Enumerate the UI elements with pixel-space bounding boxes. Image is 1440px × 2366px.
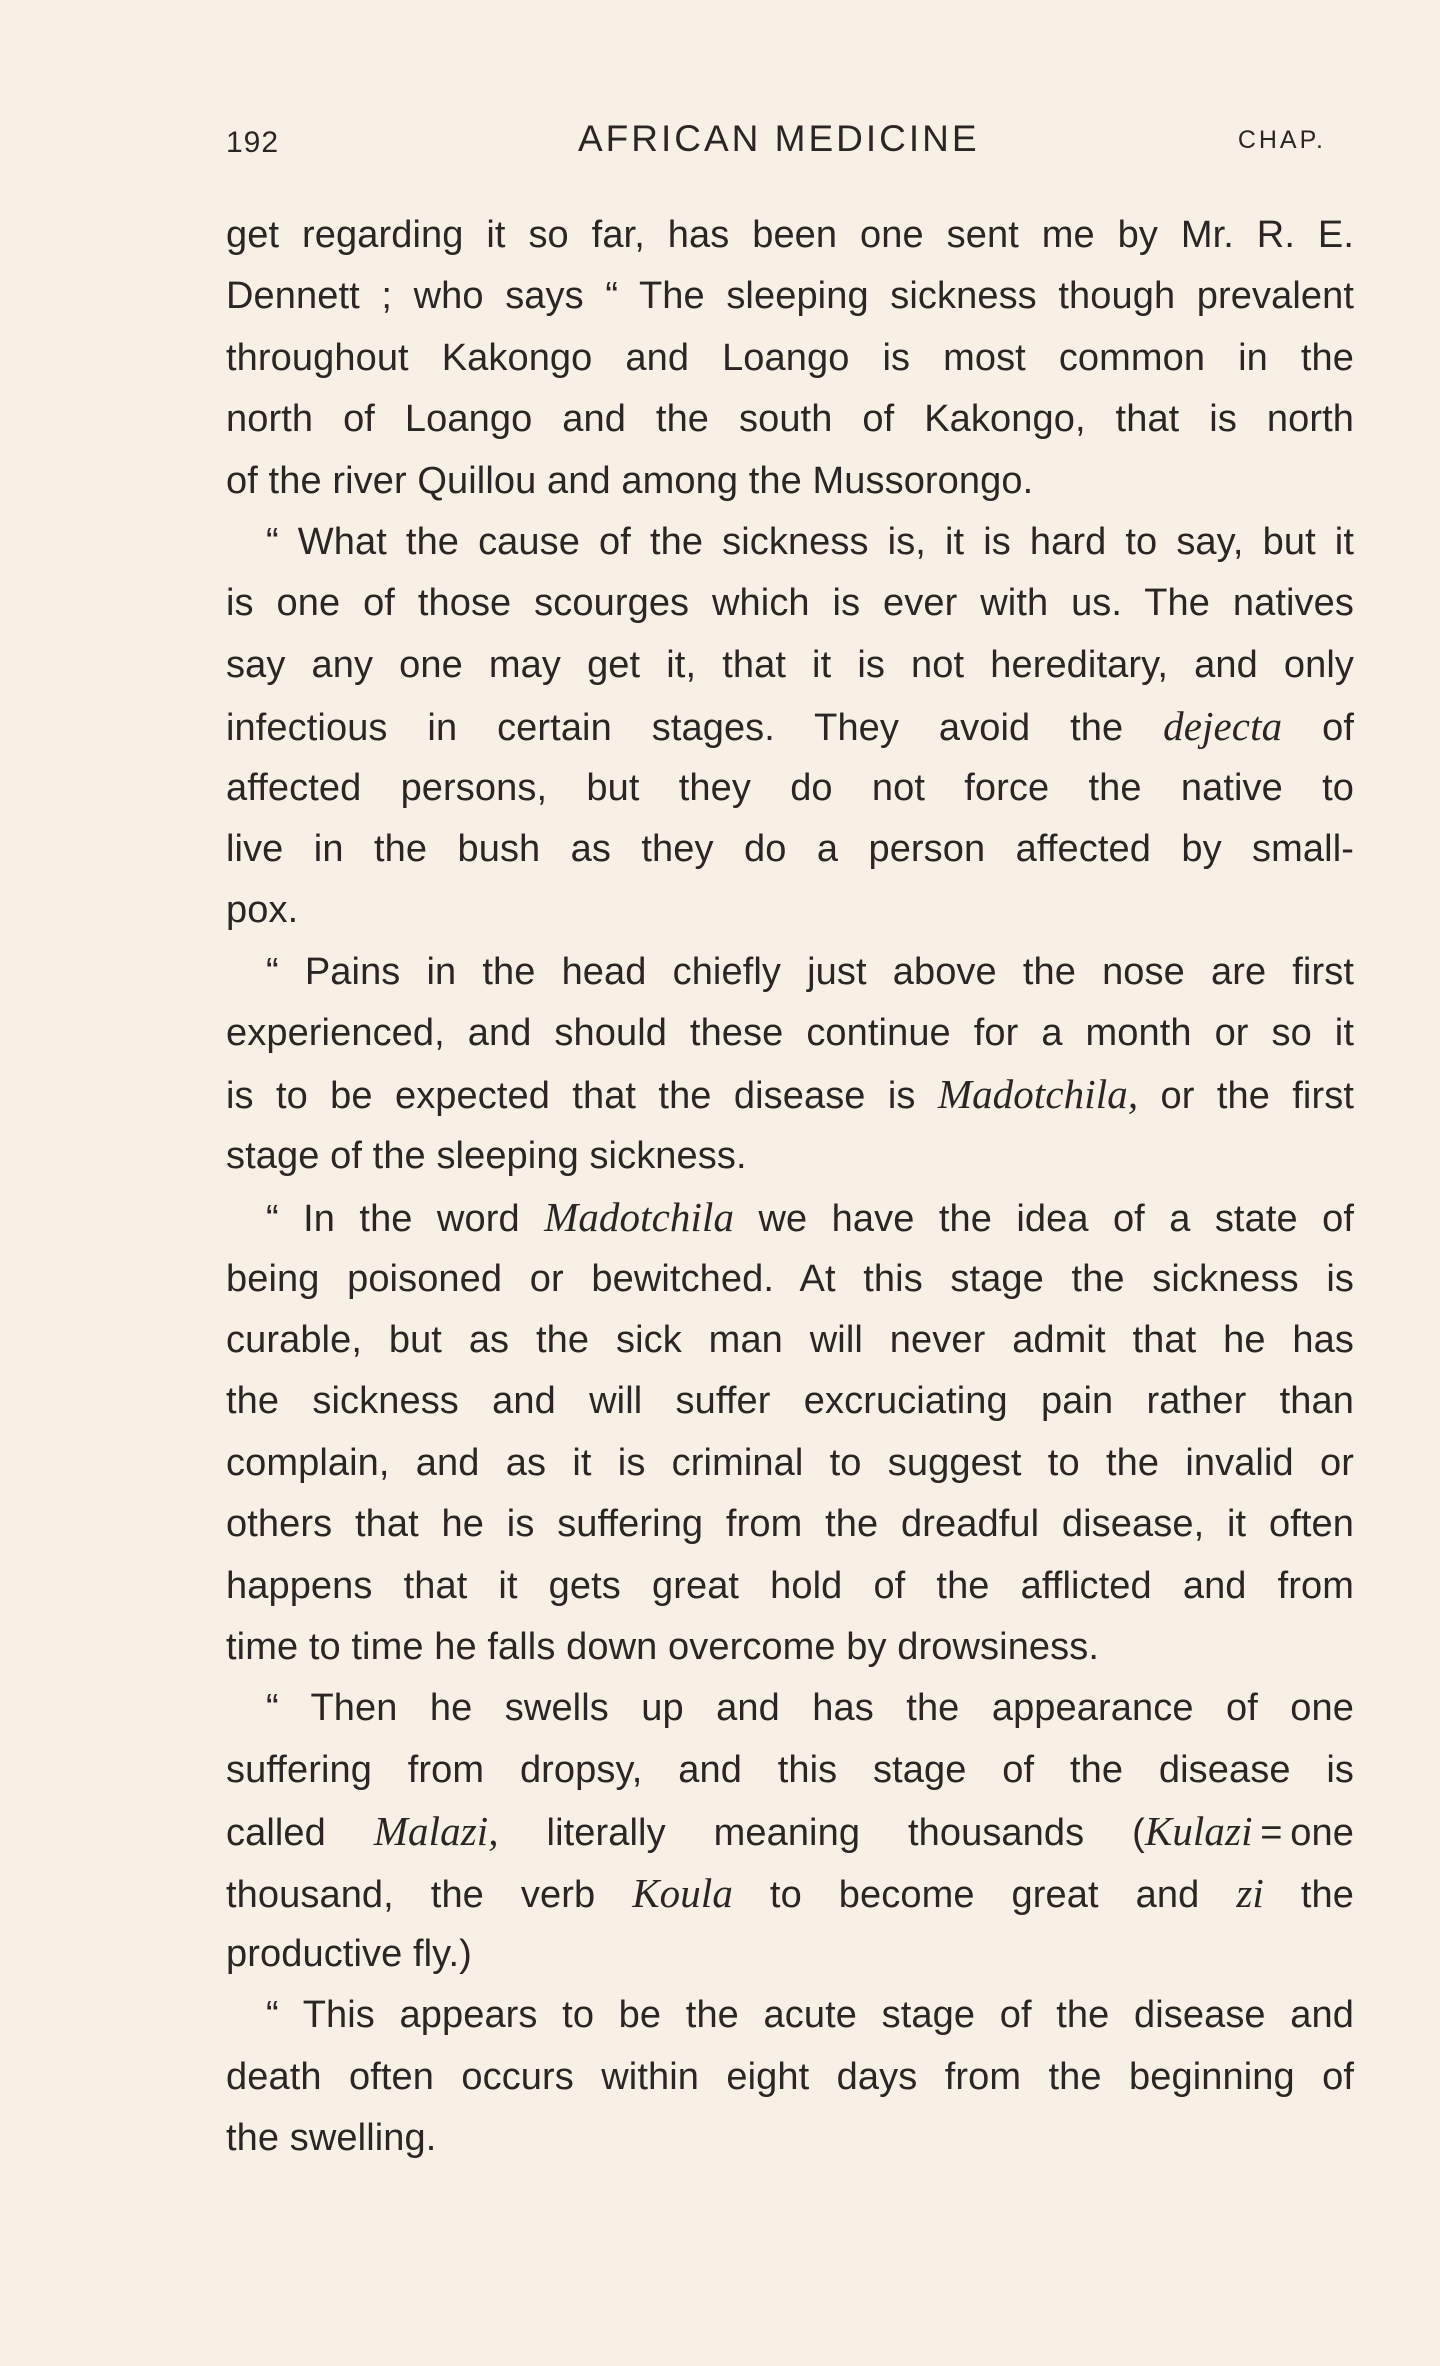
text-line: the sickness and will suffer excruciating pain rather than: [226, 1380, 1354, 1423]
text-line: is to be expected that the disease is Madotchila, or the first: [226, 1071, 1354, 1118]
text-line: infectious in certain stages. They avoid the dejecta of: [226, 703, 1354, 750]
paragraph-first-line: “ Pains in the head chiefly just above the nose are first: [266, 950, 1354, 993]
text-line: the swelling.: [226, 2117, 437, 2160]
text-line: time to time he falls down overcome by drowsiness.: [226, 1625, 1100, 1668]
text-line: others that he is suffering from the dreadful disease, it often: [226, 1503, 1354, 1546]
text-line: throughout Kakongo and Loango is most common in the: [226, 336, 1354, 379]
text-line: north of Loango and the south of Kakongo, that is north: [226, 398, 1354, 441]
text-line: called Malazi, literally meaning thousands (Kulazi = one: [226, 1808, 1354, 1855]
page-number: 192: [226, 126, 280, 159]
chapter-abbrev: CHAP.: [1237, 126, 1326, 154]
italic-term: zi: [1236, 1869, 1264, 1916]
text-line: suffering from dropsy, and this stage of the disease is: [226, 1748, 1354, 1791]
text-line: pox.: [226, 889, 299, 932]
paragraph-first-line: “ What the cause of the sickness is, it is hard to say, but it: [266, 520, 1354, 563]
text-line: curable, but as the sick man will never admit that he has: [226, 1319, 1354, 1362]
paragraph-first-line: “ Then he swells up and has the appearance of one: [266, 1687, 1354, 1730]
text-line: thousand, the verb Koula to become great and zi the: [226, 1869, 1354, 1916]
text-line: get regarding it so far, has been one sent me by Mr. R. E.: [226, 214, 1354, 256]
italic-term: Kulazi: [1144, 1808, 1253, 1855]
text-line: stage of the sleeping sickness.: [226, 1134, 747, 1177]
text-line: complain, and as it is criminal to suggest to the invalid or: [226, 1441, 1354, 1484]
paragraph-first-line: “ This appears to be the acute stage of the disease and: [266, 1994, 1354, 2037]
text-line: happens that it gets great hold of the afflicted and from: [226, 1564, 1354, 1607]
page-header: [226, 118, 1326, 168]
paragraph-first-line: “ In the word Madotchila we have the idea of a state of: [266, 1194, 1354, 1241]
italic-term: Malazi,: [373, 1808, 499, 1855]
italic-term: Koula: [632, 1869, 733, 1916]
text-line: is one of those scourges which is ever with us. The natives: [226, 582, 1354, 625]
italic-term: dejecta: [1163, 703, 1283, 750]
italic-term: Madotchila: [544, 1194, 735, 1241]
text-line: say any one may get it, that it is not hereditary, and only: [226, 643, 1354, 686]
text-line: being poisoned or bewitched. At this stage the sickness is: [226, 1257, 1354, 1300]
text-line: experienced, and should these continue for a month or so it: [226, 1012, 1354, 1055]
text-line: productive fly.): [226, 1932, 472, 1975]
text-line: of the river Quillou and among the Mussorongo.: [226, 459, 1034, 502]
body-text: [226, 205, 1354, 2170]
text-line: death often occurs within eight days from the beginning of: [226, 2055, 1354, 2098]
text-line: affected persons, but they do not force the native to: [226, 766, 1354, 809]
text-line: live in the bush as they do a person affected by small-: [226, 827, 1354, 870]
text-line: Dennett ; who says “ The sleeping sickness though prevalent: [226, 275, 1354, 318]
italic-term: Madotchila,: [937, 1071, 1139, 1118]
running-title: AFRICAN MEDICINE: [578, 118, 980, 159]
